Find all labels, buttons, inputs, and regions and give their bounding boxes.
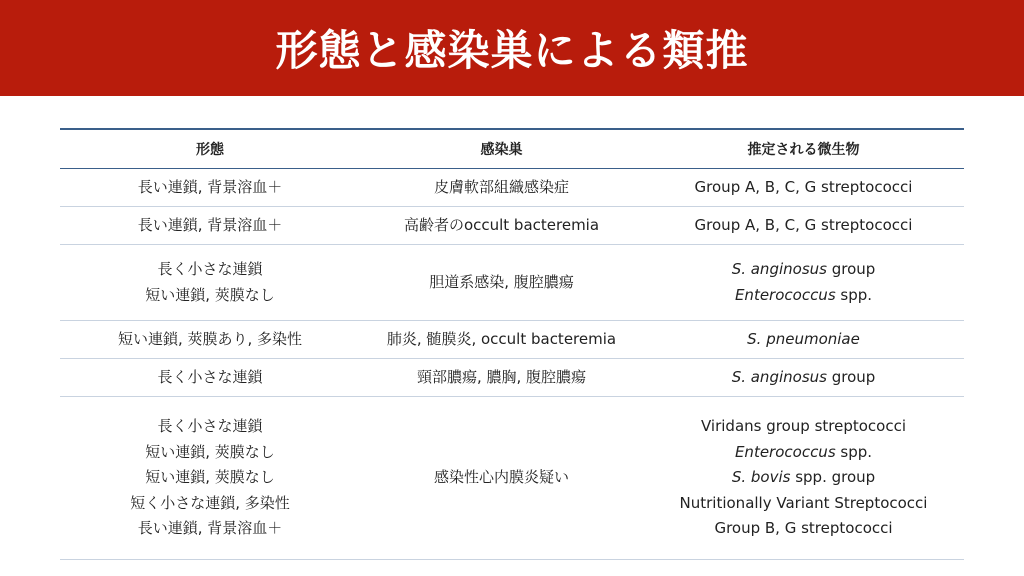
organism-name-suffix: group	[826, 367, 876, 386]
organism-name-italic: Enterococcus	[734, 285, 836, 304]
morphology-line: 長く小さな連鎖	[157, 260, 263, 278]
inference-table	[60, 128, 964, 560]
header-row	[60, 129, 964, 169]
header-morphology: 形態	[196, 142, 224, 158]
organism-line	[643, 516, 964, 542]
organism-cell	[643, 397, 964, 560]
organism-name: Group B, G streptococci	[714, 519, 893, 538]
morphology-line: 長く小さな連鎖	[157, 367, 263, 386]
organism-line	[643, 257, 964, 283]
morphology-cell	[60, 321, 360, 359]
organism-name-italic: S. anginosus	[731, 367, 827, 386]
organism-line	[643, 283, 964, 309]
organism-name-suffix: spp. group	[790, 468, 876, 487]
organism-name-italic: Enterococcus	[734, 442, 836, 461]
organism-name-italic: S. bovis	[731, 468, 791, 487]
organism-name-suffix: spp.	[835, 285, 873, 304]
organism-name: Viridans group streptococci	[701, 417, 906, 436]
organism-name-suffix: spp.	[835, 442, 873, 461]
morphology-cell	[60, 207, 360, 245]
morphology-cell	[60, 397, 360, 560]
morphology-line: 短い連鎖, 莢膜あり, 多染性	[117, 329, 303, 348]
organism-cell	[643, 359, 964, 397]
organism-line	[643, 175, 964, 201]
morphology-cell	[60, 245, 360, 321]
infection-site-cell: 感染性心内膜炎疑い	[433, 468, 569, 487]
morphology-line: 長く小さな連鎖	[157, 417, 263, 436]
organism-name: Group A, B, C, G streptococci	[694, 215, 913, 234]
organism-line	[643, 365, 964, 391]
infection-site-cell: 高齢者のoccult bacteremia	[403, 215, 600, 234]
table-row	[60, 321, 964, 359]
table-row	[60, 169, 964, 207]
morphology-line: 短い連鎖, 莢膜なし	[145, 468, 275, 487]
table-row	[60, 245, 964, 321]
morphology-line: 短い連鎖, 莢膜なし	[145, 442, 275, 461]
infection-site-cell: 頸部膿瘍, 膿胸, 腹腔膿瘍	[416, 367, 587, 386]
header-organisms: 推定される微生物	[747, 142, 860, 158]
organism-line	[643, 440, 964, 466]
organism-line	[643, 465, 964, 491]
slide-title: 形態と感染巣による類推	[275, 26, 749, 75]
organism-cell	[643, 207, 964, 245]
table-row	[60, 359, 964, 397]
organism-line	[643, 327, 964, 353]
infection-site-cell: 胆道系感染, 腹腔膿瘍	[429, 272, 574, 291]
morphology-cell	[60, 169, 360, 207]
table-row	[60, 207, 964, 245]
organism-line	[643, 414, 964, 440]
organism-name-suffix: group	[826, 260, 876, 278]
organism-line	[643, 491, 964, 517]
title-banner	[0, 0, 1024, 96]
morphology-line: 短く小さな連鎖, 多染性	[130, 493, 290, 512]
morphology-line: 短い連鎖, 莢膜なし	[145, 285, 275, 304]
organism-name-italic: S. anginosus	[731, 260, 827, 278]
morphology-cell	[60, 359, 360, 397]
infection-site-cell: 肺炎, 髄膜炎, occult bacteremia	[386, 329, 617, 348]
organism-line	[643, 213, 964, 239]
morphology-line: 長い連鎖, 背景溶血＋	[137, 215, 283, 234]
organism-name-italic: S. pneumoniae	[747, 329, 860, 348]
morphology-line: 長い連鎖, 背景溶血＋	[137, 519, 283, 538]
organism-cell	[643, 321, 964, 359]
organism-cell	[643, 245, 964, 321]
morphology-line: 長い連鎖, 背景溶血＋	[137, 177, 283, 196]
organism-name: Group A, B, C, G streptococci	[694, 177, 913, 196]
organism-name: Nutritionally Variant Streptococci	[679, 493, 928, 512]
organism-cell	[643, 169, 964, 207]
header-infection-site: 感染巣	[480, 142, 523, 158]
table-row	[60, 397, 964, 560]
infection-site-cell: 皮膚軟部組織感染症	[433, 177, 569, 196]
